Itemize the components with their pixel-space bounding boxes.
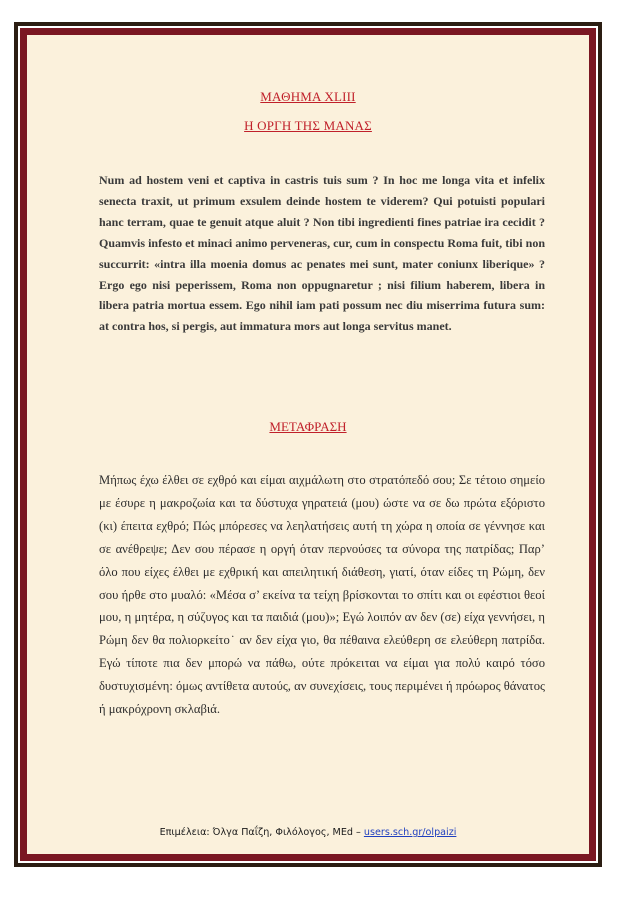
translation-heading: ΜΕΤΑΦΡΑΣΗ <box>269 419 347 434</box>
latin-text: Num ad hostem veni et captiva in castris tuis sum ? In hoc me longa vita et infelix senecta traxit, ut primum exsulem deinde hostem te viderem? Qui potuisti populari hanc terram, quae te genuit atque aluit ? Non tibi ingredienti fines patriae ira cecidit ? Quamvis infesto et minaci animo perveneras, cur, cum in conspectu Roma fuit, tibi non succurrit: «intra illa moenia domus ac penates mei sunt, mater coniunx liberique» ? Ergo ego nisi peperissem, Roma non oppugnaretur ; nisi filium haberem, libera in libera patria mortua essem. Ego nihil iam pati possum nec diu miserrima futura sum: at contra hos, si pergis, aut immatura mors aut longa servitus manet. <box>99 173 545 334</box>
footer-credit: Επιμέλεια: Όλγα Παΐζη, Φιλόλογος, MEd – <box>159 827 364 838</box>
footer-link[interactable]: users.sch.gr/olpaizi <box>363 827 457 838</box>
footer <box>27 827 589 838</box>
greek-translation: Μήπως έχω έλθει σε εχθρό και είμαι αιχμάλωτη στο στρατόπεδό σου; Σε τέτοιο σημείο με έσυρε η μακροζωία και τα δύστυχα γηρατειά (μου) ώστε να σε δω πρώτα εξόριστο (κι) έπειτα εχθρό; Πώς μπόρεσες να λεηλατήσεις αυτή τη χώρα η οποία σε γέννησε και σε ανέθρεψε; Δεν σου πέρασε η οργή όταν περνούσες τα σύνορα της πατρίδας; Παρ’ όλο που είχες έλθει με εχθρική και απειλητική διάθεση, γιατί, όταν είδες τη Ρώμη, δεν σου ήρθε στο μυαλό: «Μέσα σ’ εκείνα τα τείχη βρίσκονται το σπίτι και οι εφέστιοι θεοί μου, η μητέρα, η σύζυγος και τα παιδιά (μου)»; Εγώ λοιπόν αν δεν (σε) είχα γεννήσει, η Ρώμη δεν θα πολιορκείτο˙ αν δεν είχα γιο, θα πέθαινα ελεύθερη σε ελεύθερη πατρίδα. Εγώ τίποτε πια δεν μπορώ να πάθω, ούτε πρόκειται να είμαι για πολύ καιρό τόσο δυστυχισμένη: όμως αντίθετα αυτούς, αν συνεχίσεις, τους περιμένει ή πρόωρος θάνατος ή μακρόχρονη σκλαβιά. <box>99 473 545 717</box>
lesson-subtitle: Η ΟΡΓΗ ΤΗΣ ΜΑΝΑΣ <box>244 118 372 133</box>
lesson-title: ΜΑΘΗΜΑ XLIII <box>260 89 356 104</box>
page-frame <box>14 22 602 867</box>
page-paper <box>20 28 596 861</box>
